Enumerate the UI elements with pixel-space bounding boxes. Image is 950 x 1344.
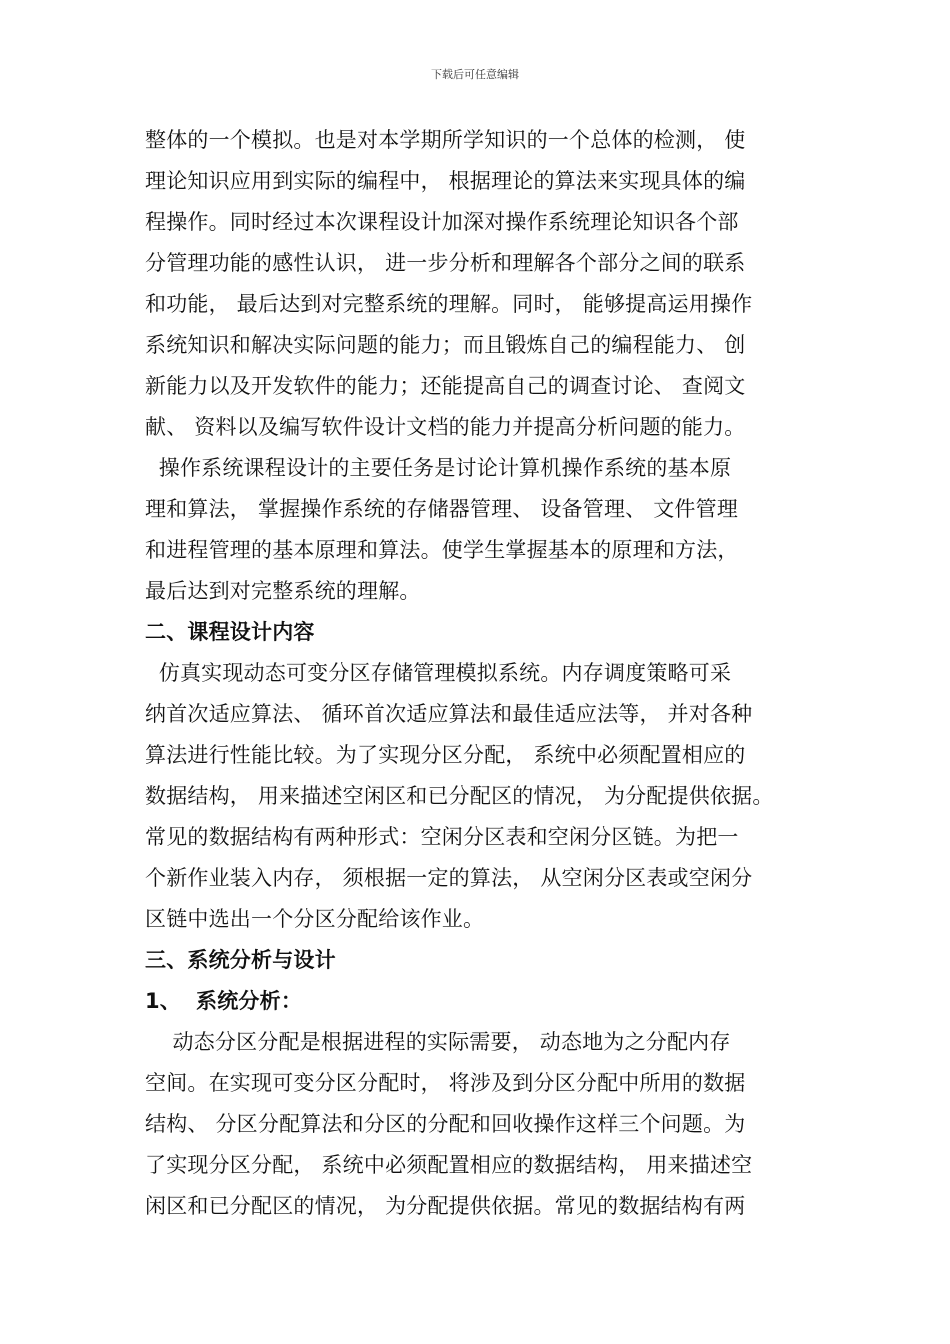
body-line: 空间。在实现可变分区分配时， 将涉及到分区分配中所用的数据 [145,1071,746,1095]
subsection-heading: 1、 系统分析： [145,989,303,1013]
body-line: 最后达到对完整系统的理解。 [145,579,421,603]
body-line: 动态分区分配是根据进程的实际需要， 动态地为之分配内存 [145,1030,731,1054]
body-line: 分管理功能的感性认识， 进一步分析和理解各个部分之间的联系 [145,251,746,275]
body-line: 献、 资料以及编写软件设计文档的能力并提高分析问题的能力。 [145,415,746,439]
document-body [145,120,825,1227]
body-line: 和进程管理的基本原理和算法。使学生掌握基本的原理和方法， [145,538,739,562]
section-heading: 三、系统分析与设计 [145,948,336,972]
page-header: 下载后可任意编辑 [431,68,519,81]
body-line: 系统知识和解决实际问题的能力；而且锻炼自己的编程能力、 创 [145,333,746,357]
body-line: 算法进行性能比较。为了实现分区分配， 系统中必须配置相应的 [145,743,746,767]
body-line: 理和算法， 掌握操作系统的存储器管理、 设备管理、 文件管理 [145,497,739,521]
body-line: 常见的数据结构有两种形式：空闲分区表和空闲分区链。为把一 [145,825,739,849]
body-line: 和功能， 最后达到对完整系统的理解。同时， 能够提高运用操作 [145,292,753,316]
body-line: 结构、 分区分配算法和分区的分配和回收操作这样三个问题。为 [145,1112,746,1136]
body-line: 了实现分区分配， 系统中必须配置相应的数据结构， 用来描述空 [145,1153,753,1177]
body-line: 仿真实现动态可变分区存储管理模拟系统。内存调度策略可采 [145,661,732,685]
body-line: 闲区和已分配区的情况， 为分配提供依据。常见的数据结构有两 [145,1194,746,1218]
body-line: 操作系统课程设计的主要任务是讨论计算机操作系统的基本原 [145,456,732,480]
body-line: 纳首次适应算法、 循环首次适应算法和最佳适应法等， 并对各种 [145,702,753,726]
body-line: 整体的一个模拟。也是对本学期所学知识的一个总体的检测， 使 [145,128,746,152]
body-line: 理论知识应用到实际的编程中， 根据理论的算法来实现具体的编 [145,169,746,193]
body-line: 新能力以及开发软件的能力；还能提高自己的调查讨论、 查阅文 [145,374,746,398]
body-line: 程操作。同时经过本次课程设计加深对操作系统理论知识各个部 [145,210,739,234]
body-line: 数据结构， 用来描述空闲区和已分配区的情况， 为分配提供依据。 [145,784,774,808]
body-line: 个新作业装入内存， 须根据一定的算法， 从空闲分区表或空闲分 [145,866,753,890]
section-heading: 二、课程设计内容 [145,620,315,644]
body-line: 区链中选出一个分区分配给该作业。 [145,907,485,931]
